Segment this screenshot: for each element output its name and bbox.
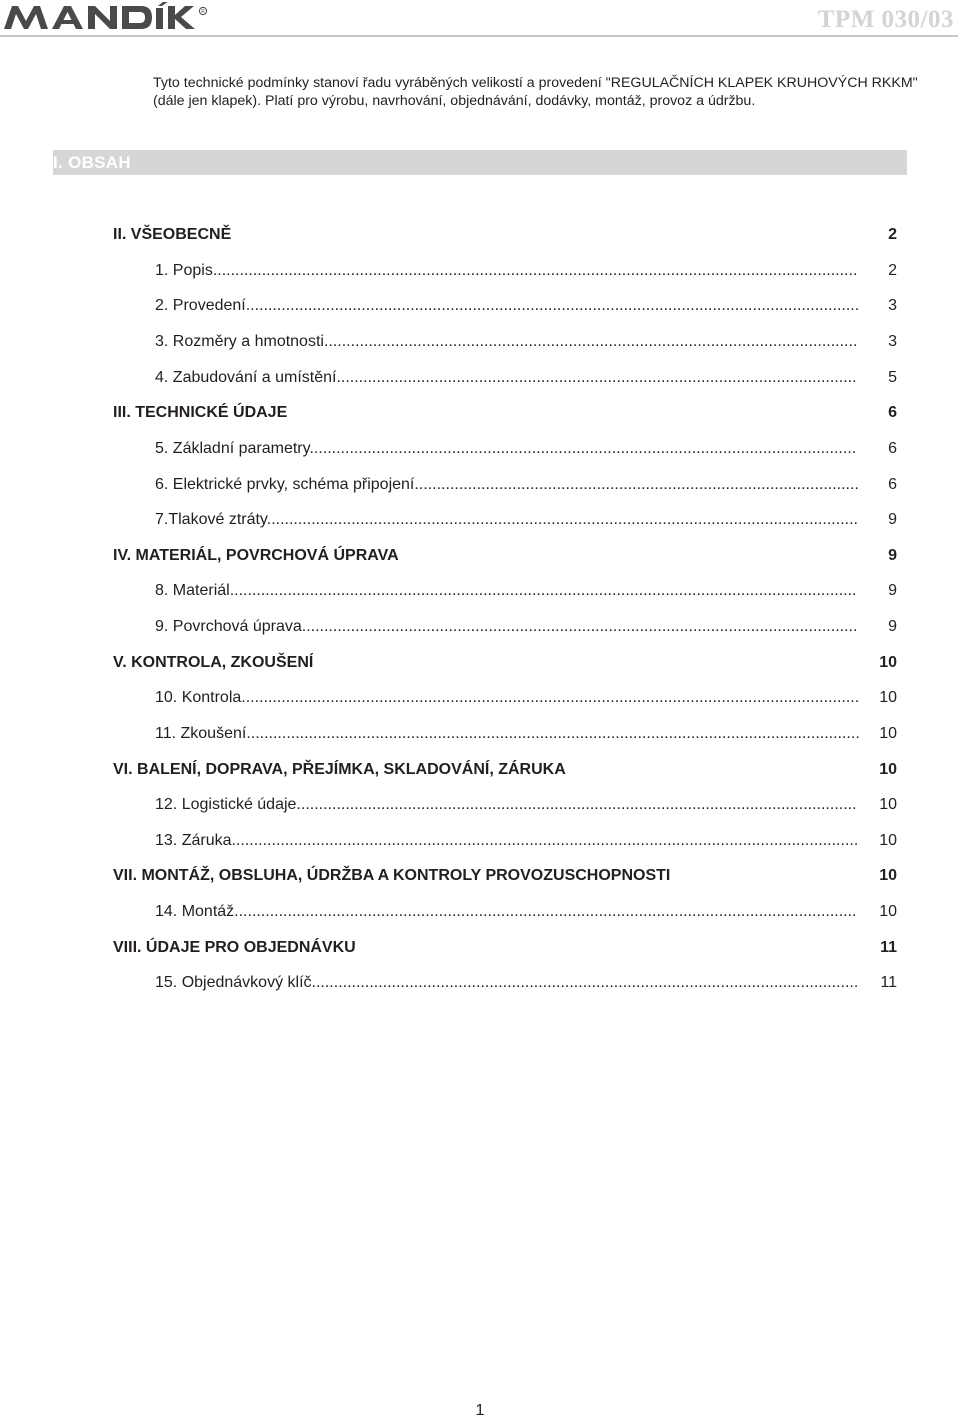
toc-entry-title: II. VŠEOBECNĚ	[113, 226, 232, 243]
toc-entry-page: 10	[879, 867, 897, 884]
toc-entry-page: 6	[888, 476, 897, 493]
toc-entry-page: 5	[888, 369, 897, 386]
toc-section-entry[interactable]	[0, 652, 960, 676]
toc-entry-title: 3. Rozměry a hmotnosti........................................................................................................................	[155, 333, 858, 350]
toc-section-entry[interactable]	[0, 224, 960, 248]
toc-entry-page: 10	[879, 654, 897, 671]
toc-entry-page: 3	[888, 333, 897, 350]
toc-subsection-entry[interactable]	[0, 367, 960, 391]
toc-subsection-entry[interactable]	[0, 830, 960, 854]
toc-entry-title: VI. BALENÍ, DOPRAVA, PŘEJÍMKA, SKLADOVÁNÍ, ZÁRUKA	[113, 761, 566, 778]
toc-subsection-entry[interactable]	[0, 616, 960, 640]
toc-entry-page: 9	[888, 618, 897, 635]
toc-entry-page: 2	[888, 226, 897, 243]
page-number: 1	[475, 1402, 485, 1419]
toc-subsection-entry[interactable]	[0, 474, 960, 498]
intro-paragraph: Tyto technické podmínky stanoví řadu vyráběných velikostí a provedení "REGULAČNÍCH KLAPEK KRUHOVÝCH RKKM" (dále jen klapek). Platí pro výrobu, navrhování, objednávání, dodávky, montáž, provoz a údržbu.	[153, 75, 918, 109]
toc-entry-title: 8. Materiál.............................................................................................................................................	[155, 582, 857, 599]
toc-subsection-entry[interactable]	[0, 972, 960, 996]
toc-entry-page: 9	[888, 582, 897, 599]
toc-entry-page: 6	[888, 440, 897, 457]
toc-subsection-entry[interactable]	[0, 901, 960, 925]
toc-entry-page: 10	[879, 903, 897, 920]
toc-entry-title: III. TECHNICKÉ ÚDAJE	[113, 404, 288, 421]
toc-entry-title: VII. MONTÁŽ, OBSLUHA, ÚDRŽBA A KONTROLY PROVOZUSCHOPNOSTI	[113, 867, 671, 884]
toc-entry-page: 10	[879, 761, 897, 778]
toc-entry-title: 7.Tlakové ztráty.....................................................................................................................................	[155, 511, 858, 528]
toc-entry-title: 4. Zabudování a umístění.....................................................................................................................	[155, 369, 857, 386]
toc-entry-page: 6	[888, 404, 897, 421]
toc-section-entry[interactable]	[0, 545, 960, 569]
toc-subsection-entry[interactable]	[0, 580, 960, 604]
contents-heading: I. OBSAH	[53, 153, 131, 172]
toc-entry-title: 6. Elektrické prvky, schéma připojení....................................................................................................	[155, 476, 859, 493]
toc-subsection-entry[interactable]	[0, 438, 960, 462]
toc-entry-page: 2	[888, 262, 897, 279]
svg-text:R: R	[201, 9, 205, 15]
toc-entry-title: 10. Kontrola...........................................................................................................................................	[155, 689, 860, 706]
toc-section-entry[interactable]	[0, 759, 960, 783]
toc-section-entry[interactable]	[0, 402, 960, 426]
toc-entry-page: 10	[879, 796, 897, 813]
toc-entry-title: 9. Povrchová úprava.............................................................................................................................	[155, 618, 858, 635]
toc-subsection-entry[interactable]	[0, 331, 960, 355]
toc-subsection-entry[interactable]	[0, 687, 960, 711]
toc-entry-title: IV. MATERIÁL, POVRCHOVÁ ÚPRAVA	[113, 547, 399, 564]
toc-section-entry[interactable]	[0, 865, 960, 889]
toc-entry-page: 11	[880, 939, 897, 956]
toc-entry-page: 10	[879, 725, 897, 742]
toc-entry-page: 9	[888, 511, 897, 528]
toc-subsection-entry[interactable]	[0, 723, 960, 747]
toc-entry-title: 5. Základní parametry...........................................................................................................................	[155, 440, 857, 457]
toc-subsection-entry[interactable]	[0, 295, 960, 319]
toc-entry-page: 10	[879, 832, 897, 849]
toc-entry-title: V. KONTROLA, ZKOUŠENÍ	[113, 654, 314, 671]
toc-subsection-entry[interactable]	[0, 260, 960, 284]
toc-entry-title: 2. Provedení..........................................................................................................................................	[155, 297, 860, 314]
toc-entry-title: 11. Zkoušení..........................................................................................................................................	[155, 725, 860, 742]
toc-entry-title: 12. Logistické údaje..............................................................................................................................	[155, 796, 857, 813]
toc-entry-title: 13. Záruka.............................................................................................................................................	[155, 832, 859, 849]
toc-entry-title: 15. Objednávkový klíč...........................................................................................................................	[155, 974, 859, 991]
toc-subsection-entry[interactable]	[0, 794, 960, 818]
document-code: TPM 030/03	[817, 6, 954, 33]
toc-entry-page: 3	[888, 297, 897, 314]
toc-entry-page: 10	[879, 689, 897, 706]
toc-entry-title: 1. Popis.................................................................................................................................................	[155, 262, 858, 279]
toc-entry-page: 11	[880, 974, 897, 991]
toc-entry-title: VIII. ÚDAJE PRO OBJEDNÁVKU	[113, 939, 356, 956]
toc-entry-page: 9	[888, 547, 897, 564]
toc-section-entry[interactable]	[0, 937, 960, 961]
toc-entry-title: 14. Montáž............................................................................................................................................	[155, 903, 857, 920]
toc-subsection-entry[interactable]	[0, 509, 960, 533]
